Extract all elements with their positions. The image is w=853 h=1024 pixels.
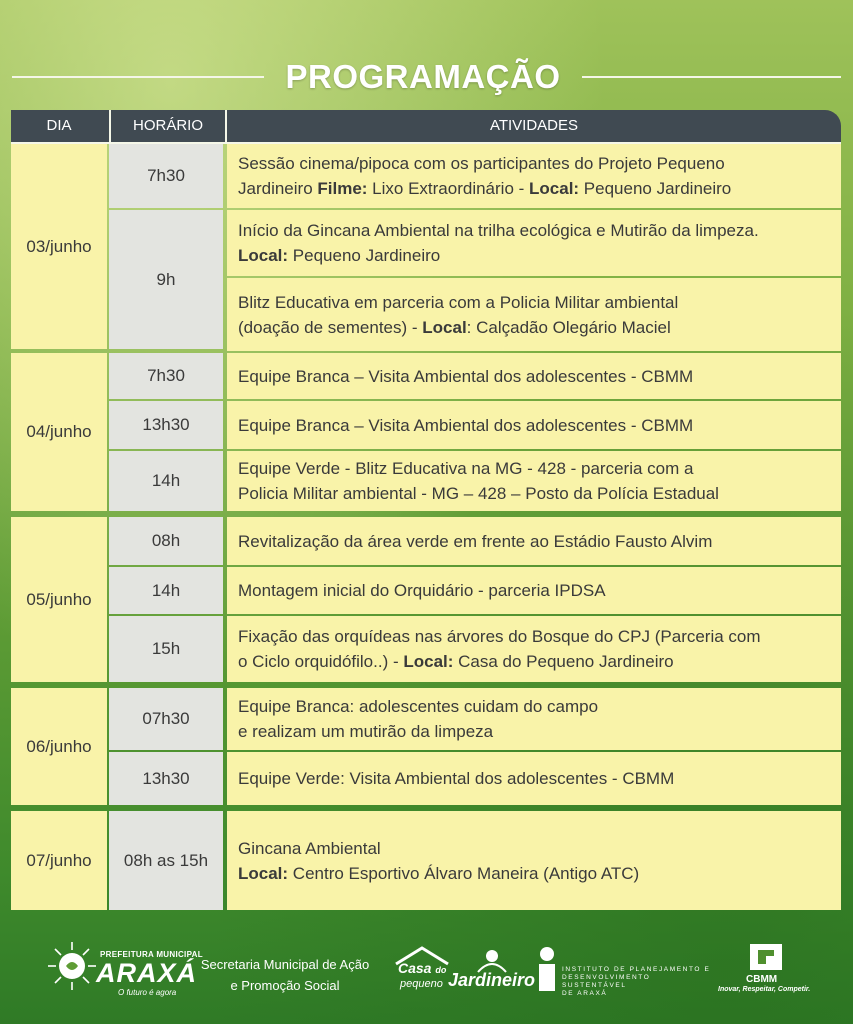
casa-word-jardineiro: Jardineiro: [448, 970, 536, 990]
table-row: [109, 811, 841, 910]
activity-text-segment: Equipe Verde: Visita Ambiental dos adolescentes - CBMM: [238, 769, 675, 788]
activity-cell: [227, 210, 841, 276]
time-cell: 7h30: [109, 353, 223, 399]
secretaria-line-1: Secretaria Municipal de Ação: [200, 957, 370, 972]
activity-cell: [227, 811, 841, 910]
time-cell: 07h30: [109, 688, 223, 750]
time-cell: 14h: [109, 567, 223, 614]
activity-cell: [227, 278, 841, 351]
prefeitura-label: PREFEITURA MUNICIPAL: [100, 950, 203, 959]
activity-label-bold: Local:: [529, 179, 580, 198]
table-row: [109, 144, 841, 208]
activity-cell: [227, 353, 841, 399]
day-group: [11, 688, 841, 805]
activity-text-segment: Sessão cinema/pipoca com os participantes do Projeto Pequeno: [238, 154, 725, 173]
activity-text: [238, 290, 841, 340]
prefeitura-sun-icon: [46, 940, 98, 992]
activity-text-segment: Casa do Pequeno Jardineiro: [453, 652, 674, 671]
casa-word-pequeno: pequeno: [400, 978, 443, 990]
table-row: [109, 688, 841, 750]
day-cell: 06/junho: [11, 688, 107, 805]
table-row: [109, 517, 841, 565]
activity-text-segment: (doação de sementes) -: [238, 317, 423, 337]
ipdsa-label: INSTITUTO DE PLANEJAMENTO E DESENVOLVIMENTO SUSTENTÁVEL DE ARAXÁ: [562, 966, 711, 997]
activity-text-segment: Equipe Branca – Visita Ambiental dos adolescentes - CBMM: [238, 415, 694, 435]
activity-cell: [227, 451, 841, 511]
time-cell: 7h30: [109, 144, 223, 208]
activity-text: [238, 836, 841, 886]
activity-label-bold: Local:: [238, 863, 289, 883]
day-group: [11, 811, 841, 910]
day-group: [11, 517, 841, 682]
activity-label-bold: Filme:: [317, 179, 368, 198]
cbmm-slogan: Inovar, Respeitar, Competir.: [718, 986, 811, 993]
activity-text-segment: e realizam um mutirão da limpeza: [238, 722, 494, 741]
activity-text: [238, 218, 841, 268]
activity-cell: [227, 688, 841, 750]
activity-text-segment: Início da Gincana Ambiental na trilha ecológica e Mutirão da limpeza.: [238, 221, 759, 240]
day-group: [11, 144, 841, 349]
activity-text-segment: Revitalização da área verde em frente ao Estádio Fausto Alvim: [238, 531, 713, 551]
sponsor-footer: [0, 930, 853, 1024]
activity-text-segment: o Ciclo orquidófilo..) -: [238, 652, 404, 671]
activity-text: [238, 624, 841, 674]
activity-text: [238, 364, 841, 389]
activity-text-segment: Blitz Educativa em parceria com a Policia Militar ambiental: [238, 292, 679, 312]
page-title: PROGRAMAÇÃO: [285, 58, 561, 95]
time-cell: 15h: [109, 616, 223, 682]
activity-text-segment: Lixo Extraordinário -: [367, 179, 530, 198]
title-bar: [0, 52, 853, 102]
activity-text: [238, 766, 841, 791]
table-row: [109, 353, 841, 399]
table-row: [109, 210, 841, 349]
table-header: [11, 110, 841, 144]
activity-text: [238, 578, 841, 603]
time-cell: 9h: [109, 210, 223, 349]
ipdsa-icon: [534, 946, 560, 992]
column-header-atividades: ATIVIDADES: [489, 117, 579, 134]
day-cell: 03/junho: [11, 144, 107, 349]
cbmm-icon: [748, 942, 784, 972]
column-header-horario: HORÁRIO: [109, 110, 227, 142]
table-row: [109, 451, 841, 511]
activity-cell: [227, 517, 841, 565]
activity-text-segment: Fixação das orquídeas nas árvores do Bosque do CPJ (Parceria com: [238, 627, 761, 646]
time-cell: 08h as 15h: [109, 811, 223, 910]
time-cell: 13h30: [109, 752, 223, 805]
activity-text-segment: Gincana Ambiental: [238, 838, 381, 858]
activity-text-segment: Centro Esportivo Álvaro Maneira (Antigo ATC): [288, 863, 640, 883]
activity-text: [238, 413, 841, 438]
day-group: [11, 353, 841, 511]
table-row: [109, 567, 841, 614]
activity-cell: [227, 616, 841, 682]
time-cell: 14h: [109, 451, 223, 511]
activity-cell: [227, 567, 841, 614]
activity-text-segment: Equipe Branca – Visita Ambiental dos adolescentes - CBMM: [238, 366, 694, 386]
table-row: [109, 616, 841, 682]
time-cell: 13h30: [109, 401, 223, 449]
activity-cell: [227, 401, 841, 449]
activity-label-bold: Local:: [403, 652, 454, 671]
prefeitura-name: ARAXÁ: [96, 958, 198, 988]
activity-text-segment: Pequeno Jardineiro: [579, 179, 732, 198]
activity-text-segment: Equipe Branca: adolescentes cuidam do campo: [238, 697, 599, 716]
activity-text-segment: : Calçadão Olegário Maciel: [466, 317, 671, 337]
secretaria-line-2: e Promoção Social: [230, 978, 340, 993]
activity-text-segment: Pequeno Jardineiro: [288, 246, 441, 265]
activity-text: [238, 694, 841, 744]
cbmm-name: CBMM: [746, 974, 778, 985]
title-divider-left: [12, 76, 264, 78]
time-cell: 08h: [109, 517, 223, 565]
activity-label-bold: Local: [422, 317, 467, 337]
title-divider-right: [582, 76, 841, 78]
schedule-table: [11, 110, 841, 883]
activity-text-segment: Jardineiro: [238, 179, 318, 198]
prefeitura-tagline: O futuro é agora: [118, 988, 177, 997]
activity-text: [238, 529, 841, 554]
day-cell: 07/junho: [11, 811, 107, 910]
day-cell: 04/junho: [11, 353, 107, 511]
activity-text-segment: Equipe Verde - Blitz Educativa na MG - 428 - parceria com a: [238, 459, 694, 478]
column-header-dia: DIA: [46, 117, 72, 134]
casa-word-casa: Casa do: [398, 960, 447, 976]
activity-cell: [227, 144, 841, 208]
activity-cell: [227, 752, 841, 805]
activity-label-bold: Local:: [238, 246, 289, 265]
activity-text: [238, 456, 841, 506]
table-row: [109, 752, 841, 805]
day-cell: 05/junho: [11, 517, 107, 682]
activity-text-segment: Policia Militar ambiental - MG – 428 – Posto da Polícia Estadual: [238, 484, 719, 503]
table-row: [109, 401, 841, 449]
secretaria-logo: [200, 954, 370, 996]
activity-text: [238, 151, 841, 201]
activity-text-segment: Montagem inicial do Orquidário - parceria IPDSA: [238, 581, 606, 600]
